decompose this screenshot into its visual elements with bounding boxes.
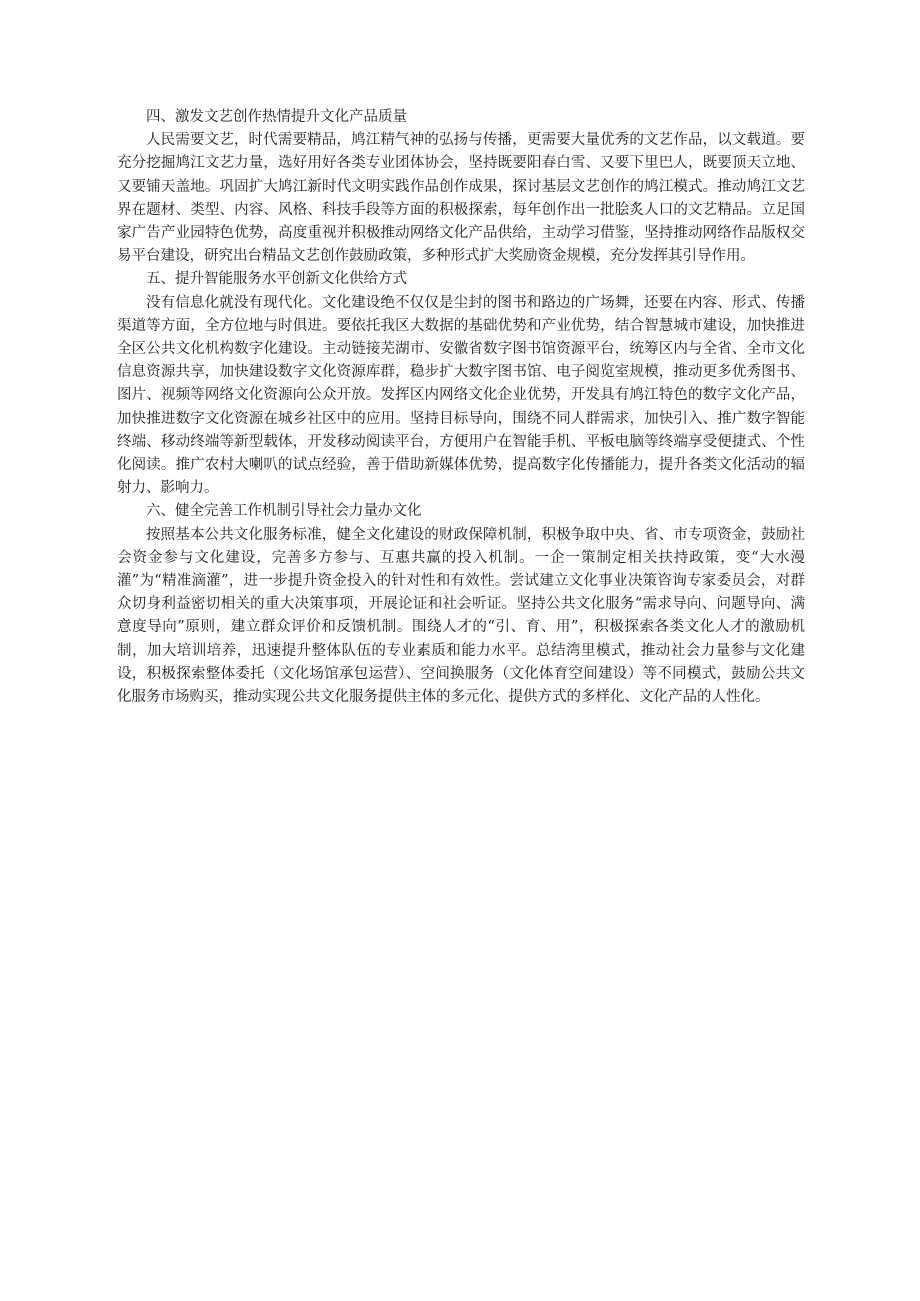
section-heading: 四、激发文艺创作热情提升文化产品质量 — [146, 109, 407, 125]
section-paragraph: 没有信息化就没有现代化。文化建设绝不仅仅是尘封的图书和路边的广场舞，还要在内容、形式、传播渠道等方面，全方位地与时俱进。要依托我区大数据的基础优势和产业优势，结合智慧城市建设，加快推进全区公共文化机构数字化建设。主动链接芜湖市、安徽省数字图书馆资源平台，统筹区内与全省、全市文化信息资源共享，加快建设数字文化资源库群，稳步扩大数字图书馆、电子阅览室规模，推动更多优秀图书、图片、视频等网络文化资源向公众开放。发挥区内网络文化企业优势，开发具有鸠江特色的数字文化产品，加快推进数字文化资源在城乡社区中的应用。坚持目标导向，围绕不同人群需求，加快引入、推广数字智能终端、移动终端等新型载体，开发移动阅读平台，方便用户在智能手机、平板电脑等终端享受便捷式、个性化阅读。推广农村大喇叭的试点经验，善于借助新媒体优势，提高数字化传播能力，提升各类文化活动的辐射力、影响力。 — [117, 294, 805, 497]
section-paragraph: 人民需要文艺，时代需要精品，鸠江精气神的弘扬与传播，更需要大量优秀的文艺作品，以文载道。要充分挖掘鸠江文艺力量，选好用好各类专业团体协会，坚持既要阳春白雪、又要下里巴人，既要顶天立地、又要铺天盖地。巩固扩大鸠江新时代文明实践作品创作成果，探讨基层文艺创作的鸠江模式。推动鸠江文艺界在题材、类型、内容、风格、科技手段等方面的积极探索，每年创作出一批脍炙人口的文艺精品。立足国家广告产业园特色优势，高度重视并积极推动网络文化产品供给，主动学习借鉴，坚持推动网络作品版权交易平台建设，研究出台精品文艺创作鼓励政策，多种形式扩大奖励资金规模，充分发挥其引导作用。 — [117, 132, 805, 265]
section-heading: 五、提升智能服务水平创新文化供给方式 — [146, 271, 407, 288]
section-4 — [117, 106, 805, 268]
document-body — [117, 106, 805, 709]
section-6 — [117, 500, 805, 709]
section-5 — [117, 268, 805, 500]
section-heading: 六、健全完善工作机制引导社会力量办文化 — [146, 503, 422, 520]
section-paragraph: 按照基本公共文化服务标准，健全文化建设的财政保障机制，积极争取中央、省、市专项资金，鼓励社会资金参与文化建设，完善多方参与、互惠共赢的投入机制。一企一策制定相关扶持政策，变“大水漫灌”为“精准滴灌”，进一步提升资金投入的针对性和有效性。尝试建立文化事业决策咨询专家委员会，对群众切身利益密切相关的重大决策事项，开展论证和社会听证。坚持公共文化服务“需求导向、问题导向、满意度导向”原则，建立群众评价和反馈机制。围绕人才的“引、育、用”，积极探索各类文化人才的激励机制，加大培训培养，迅速提升整体队伍的专业素质和能力水平。总结湾里模式，推动社会力量参与文化建设，积极探索整体委托（文化场馆承包运营）、空间换服务（文化体育空间建设）等不同模式，鼓励公共文化服务市场购买，推动实现公共文化服务提供主体的多元化、提供方式的多样化、文化产品的人性化。 — [117, 526, 805, 706]
